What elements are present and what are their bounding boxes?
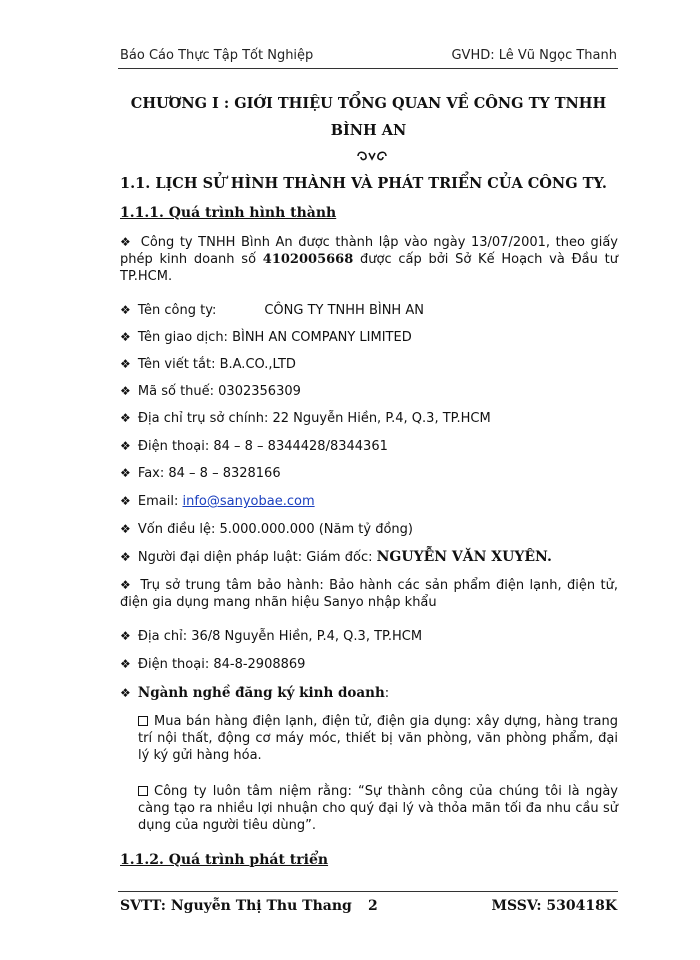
trade-name-row (120, 330, 618, 345)
company-name-row (120, 303, 618, 318)
fax-row (120, 466, 618, 481)
diamond-bullet-icon: ❖ (120, 657, 131, 671)
short-name-text: Tên viết tắt: B.A.CO.,LTD (137, 357, 296, 372)
diamond-bullet-icon: ❖ (120, 494, 131, 508)
legal-rep-name: NGUYỄN VĂN XUYÊN. (376, 549, 552, 565)
diamond-bullet-icon: ❖ (120, 439, 131, 453)
company-name-value: CÔNG TY TNHH BÌNH AN (264, 303, 424, 318)
ornament-icon (355, 150, 389, 166)
diamond-bullet-icon: ❖ (120, 330, 131, 344)
phone-row (120, 439, 618, 454)
head-office-row (120, 411, 618, 426)
checkbox-square-icon (138, 786, 148, 796)
warranty-address-text: Địa chỉ: 36/8 Nguyễn Hiền, P.4, Q.3, TP.HCM (137, 629, 423, 644)
section-heading-1-1: 1.1. LỊCH SỬ HÌNH THÀNH VÀ PHÁT TRIỂN CỦA CÔNG TY. (120, 175, 607, 192)
business-item-1 (120, 713, 618, 764)
footer-student: SVTT: Nguyễn Thị Thu Thang (120, 898, 352, 914)
legal-rep-label: Người đại diện pháp luật: Giám đốc: (137, 550, 377, 565)
business-item-1-text: Mua bán hàng điện lạnh, điện tử, điện gia dụng: xây dựng, hàng trang trí nội thất, động cơ máy móc, thiết bị văn phòng, văn phòng phẩm, đại lý ký gửi hàng hóa. (138, 714, 618, 763)
intro-paragraph (120, 234, 618, 285)
chapter-title-line1: CHƯƠNG I : GIỚI THIỆU TỔNG QUAN VỀ CÔNG TY TNHH (130, 95, 607, 112)
email-link[interactable]: info@sanyobae.com (182, 494, 315, 509)
header-report-title: Báo Cáo Thực Tập Tốt Nghiệp (120, 48, 314, 63)
subheading-1-1-1: 1.1.1. Quá trình hình thành (120, 205, 337, 221)
email-row (120, 494, 618, 509)
footer-rule (118, 891, 618, 892)
legal-rep-row (120, 549, 618, 565)
checkbox-square-icon (138, 716, 148, 726)
intro-text-2: được cấp bởi Sở Kế Hoạch và Đầu tư TP.HCM. (120, 252, 618, 284)
diamond-bullet-icon: ❖ (120, 686, 131, 700)
capital-text: Vốn điều lệ: 5.000.000.000 (Năm tỷ đồng) (137, 522, 413, 537)
diamond-bullet-icon: ❖ (120, 411, 131, 425)
warranty-phone-text: Điện thoại: 84-8-2908869 (137, 657, 306, 672)
business-item-2-text: Công ty luôn tâm niệm rằng: “Sự thành công của chúng tôi là ngày càng tạo ra nhiều lợi nhuận cho quý đại lý và thỏa mãn tối đa nhu cầu sử dụng của người tiêu dùng”. (138, 784, 618, 833)
diamond-bullet-icon: ❖ (120, 384, 131, 398)
diamond-bullet-icon: ❖ (120, 578, 133, 592)
business-item-2 (120, 783, 618, 834)
fax-text: Fax: 84 – 8 – 8328166 (137, 466, 281, 481)
chapter-title-line2: BÌNH AN (330, 122, 407, 139)
warranty-address-row (120, 629, 618, 644)
company-name-label: Tên công ty: (137, 303, 217, 318)
short-name-row (120, 357, 618, 372)
header-rule (118, 68, 618, 69)
business-heading: Ngành nghề đăng ký kinh doanh (137, 685, 385, 701)
diamond-bullet-icon: ❖ (120, 303, 131, 317)
diamond-bullet-icon: ❖ (120, 466, 131, 480)
head-office-text: Địa chỉ trụ sở chính: 22 Nguyễn Hiền, P.4, Q.3, TP.HCM (137, 411, 491, 426)
intro-text-1: Công ty TNHH Bình An được thành lập vào ngày 13/07/2001, theo giấy phép kinh doanh số (120, 235, 618, 267)
diamond-bullet-icon: ❖ (120, 629, 131, 643)
footer-student-id: MSSV: 530418K (491, 898, 617, 914)
tax-code-row (120, 384, 618, 399)
warranty-center-row (120, 577, 618, 611)
capital-row (120, 522, 618, 537)
diamond-bullet-icon: ❖ (120, 550, 131, 564)
warranty-center-text: Trụ sở trung tâm bảo hành: Bảo hành các sản phẩm điện lạnh, điện tử, điện gia dụng mang nhãn hiệu Sanyo nhập khẩu (120, 578, 618, 610)
subheading-1-1-2: 1.1.2. Quá trình phát triển (120, 852, 329, 868)
tax-code-text: Mã số thuế: 0302356309 (137, 384, 301, 399)
business-heading-row (120, 685, 618, 701)
email-label: Email: (137, 494, 183, 509)
diamond-bullet-icon: ❖ (120, 522, 131, 536)
trade-name-text: Tên giao dịch: BÌNH AN COMPANY LIMITED (137, 330, 412, 345)
business-heading-colon: : (384, 686, 390, 701)
license-number: 4102005668 (262, 252, 354, 267)
warranty-phone-row (120, 657, 618, 672)
header-advisor: GVHD: Lê Vũ Ngọc Thanh (451, 48, 617, 63)
diamond-bullet-icon: ❖ (120, 357, 131, 371)
diamond-bullet-icon: ❖ (120, 235, 133, 249)
phone-text: Điện thoại: 84 – 8 – 8344428/8344361 (137, 439, 388, 454)
footer-page-number: 2 (368, 898, 378, 914)
